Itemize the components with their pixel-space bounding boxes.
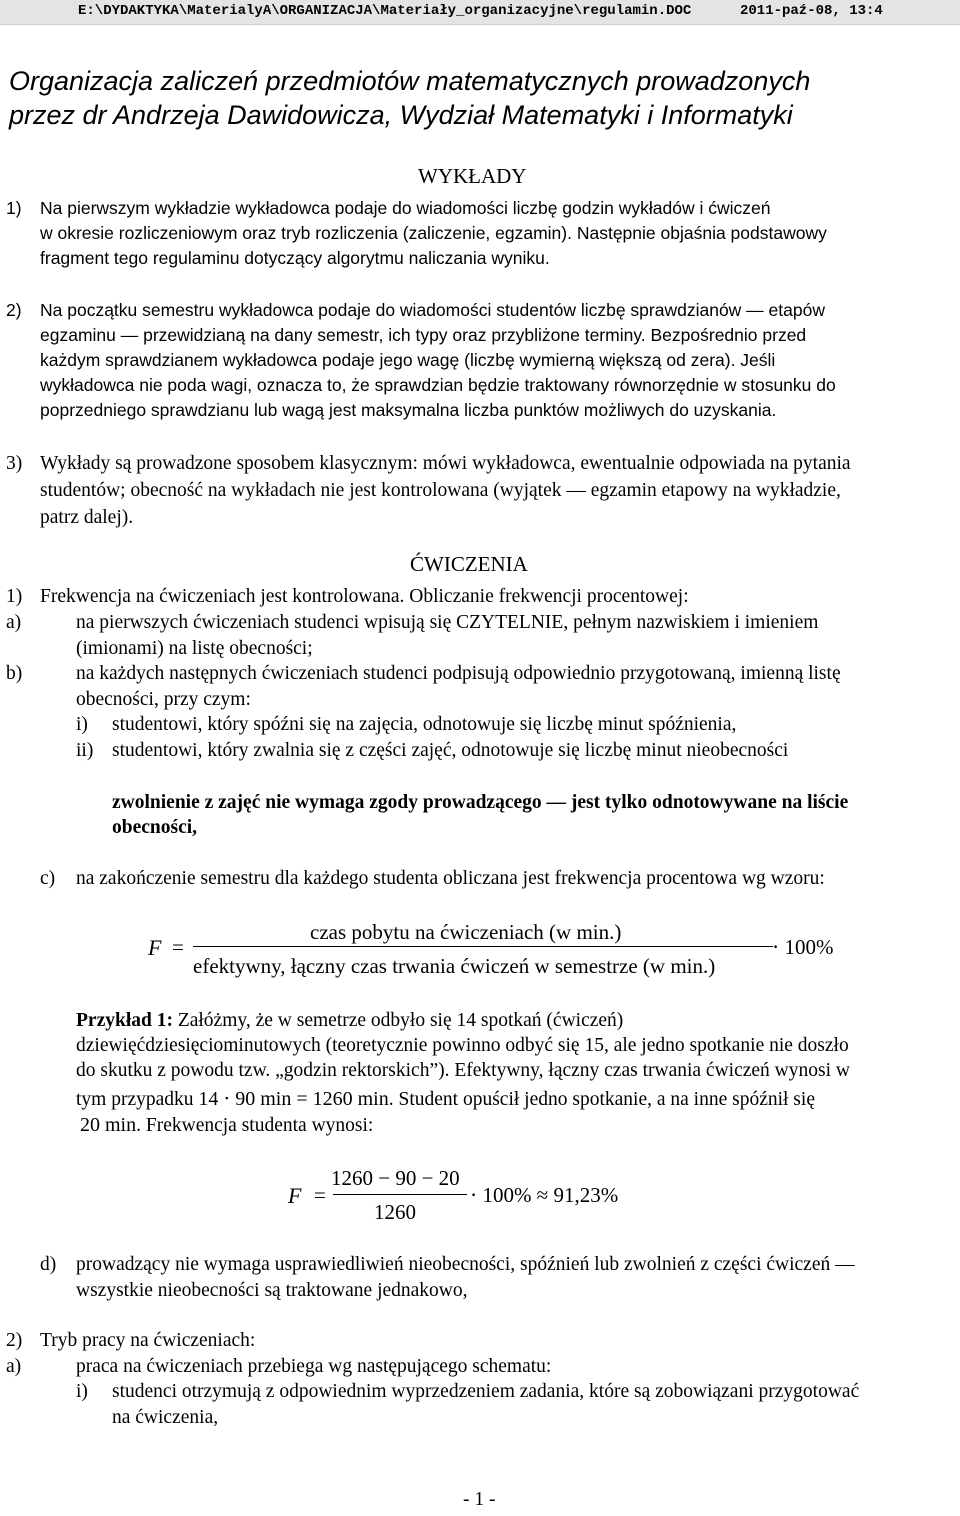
exercises-p1-text: Frekwencja na ćwiczeniach jest kontrolowana. Obliczanie frekwencji procentowej: [40,586,689,607]
exercises-p2ai-line: na ćwiczenia, [112,1407,219,1428]
exercises-c-num: c) [40,868,56,889]
exercises-d-line: wszystkie nieobecności są traktowane jednakowo, [76,1280,468,1301]
exercises-p2a-num: a) [6,1356,22,1377]
formula1-denominator: efektywny, łączny czas trwania ćwiczeń w semestrze (w min.) [193,954,716,978]
formula1-fraction-bar [193,946,773,947]
exercises-bi-text: studentowi, który spóźni się na zajęcia, odnotowuje się liczbę minut spóźnienia, [112,714,737,735]
file-path: E:\DYDAKTYKA\MaterialyA\ORGANIZACJA\Materiały_organizacyjne\regulamin.DOC [78,3,692,19]
lectures-p3-line: patrz dalej). [40,507,134,528]
example-line-4 [76,1086,815,1111]
lectures-p2-line: poprzedniego sprawdzianu lub wagą jest maksymalna liczba punktów możliwych do uzyskania. [40,400,777,420]
exercises-p2ai-num: i) [76,1381,88,1402]
lectures-p2-line: wykładowca nie poda wagi, oznacza to, że sprawdzian będzie traktowany równorzędnie w stosunku do [40,375,836,395]
exercises-p1-num: 1) [6,586,23,607]
exercises-a-line: (imionami) na listę obecności; [76,638,313,659]
exercises-p2a-text: praca na ćwiczeniach przebiega wg następującego schematu: [76,1356,552,1377]
formula1-factor: ⋅ 100% [772,935,834,959]
formula2-denominator: 1260 [374,1200,416,1224]
exercises-d-num: d) [40,1254,57,1275]
exercises-b-line: na każdych następnych ćwiczeniach studenci podpisują odpowiednio przygotowaną, imienną listę [76,663,841,684]
exercises-bi-num: i) [76,714,88,735]
formula1-equals: = [172,935,184,959]
example-line-1-text: Załóżmy, że w semetrze odbyło się 14 spotkań (ćwiczeń) [172,1010,624,1031]
formula2-factor: ⋅ 100% ≈ 91,23% [470,1183,619,1207]
lectures-p3-line: studentów; obecność na wykładach nie jest kontrolowana (wyjątek — egzamin etapowy na wykładzie, [40,480,841,501]
formula2-equals: = [314,1183,326,1207]
formula2-numerator: 1260 − 90 − 20 [331,1166,460,1190]
lectures-p1-num: 1) [6,198,22,218]
example-line-3: do skutku z powodu tzw. „godzin rektorskich”). Efektywny, łączny czas trwania ćwiczeń wynosi w [76,1060,850,1081]
lectures-heading: WYKŁADY [418,164,527,188]
lectures-p1-line: Na pierwszym wykładzie wykładowca podaje do wiadomości liczbę godzin wykładów i ćwiczeń [40,198,771,218]
lectures-p2-num: 2) [6,300,22,320]
exercises-a-line: na pierwszych ćwiczeniach studenci wpisują się CZYTELNIE, pełnym nazwiskiem i imieniem [76,612,819,633]
exercises-b-num: b) [6,663,23,684]
exercises-heading: ĆWICZENIA [410,552,528,576]
example-line-2: dziewięćdziesięciominutowych (teoretycznie powinno odbyć się 15, ale jedno spotkanie nie doszło [76,1035,849,1056]
exercises-c-text: na zakończenie semestru dla każdego studenta obliczana jest frekwencja procentowa wg wzoru: [76,868,825,889]
title-line-2: przez dr Andrzeja Dawidowicza, Wydział Matematyki i Informatyki [9,100,793,130]
example-line-1 [76,1010,623,1032]
example-math-2: 20 min [80,1114,137,1136]
exercises-p2-text: Tryb pracy na ćwiczeniach: [40,1330,256,1351]
example-math-1: 14 ⋅ 90 min = 1260 min [198,1088,389,1110]
lectures-p2-line: egzaminu — przewidzianą na dany semestr, ich typy oraz przybliżone terminy. Bezpośrednio przed [40,325,807,345]
lectures-p1-line: w okresie rozliczeniowym oraz tryb rozliczenia (zaliczenie, egzamin). Następnie objaśnia podstawowy [40,223,827,243]
lectures-p1-line: fragment tego regulaminu dotyczący algorytmu naliczania wyniku. [40,248,550,268]
attendance-note-line: obecności, [112,817,198,838]
example-line-4a: tym przypadku [76,1089,194,1110]
exercises-a-num: a) [6,612,22,633]
exercises-bii-num: ii) [76,740,94,761]
lectures-p2-line: każdym sprawdzianem wykładowca podaje jego wagę (liczbę wymierną większą od zera). Jeśli [40,350,776,370]
page-number: - 1 - [463,1489,496,1510]
title-line-1: Organizacja zaliczeń przedmiotów matematycznych prowadzonych [9,66,811,96]
example-line-5 [80,1114,373,1137]
example-line-5b: . Frekwencja studenta wynosi: [136,1115,374,1136]
lectures-p2-line: Na początku semestru wykładowca podaje do wiadomości studentów liczbę sprawdzianów — etapów [40,300,825,320]
lectures-p3-num: 3) [6,453,23,474]
example-label: Przykład 1: [76,1010,173,1031]
exercises-bii-text: studentowi, który zwalnia się z części zajęć, odnotowuje się liczbę minut nieobecności [112,740,789,761]
exercises-d-line: prowadzący nie wymaga usprawiedliwień nieobecności, spóźnień lub zwolnień z części ćwiczeń — [76,1254,855,1275]
exercises-b-line: obecności, przy czym: [76,689,251,710]
formula1-numerator: czas pobytu na ćwiczeniach (w min.) [310,920,622,944]
file-date: 2011-paź-08, 13:4 [740,3,883,19]
attendance-note-line: zwolnienie z zajęć nie wymaga zgody prowadzącego — jest tylko odnotowywane na liście [112,792,849,813]
example-line-4b: . Student opuścił jedno spotkanie, a na inne spóźnił się [388,1089,815,1110]
formula2-lhs: F [288,1183,302,1208]
formula1-lhs: F [148,935,162,960]
lectures-p3-line: Wykłady są prowadzone sposobem klasycznym: mówi wykładowca, ewentualnie odpowiada na pytania [40,453,851,474]
exercises-p2ai-line: studenci otrzymują z odpowiednim wyprzedzeniem zadania, które są zobowiązani przygotować [112,1381,860,1402]
formula2-fraction-bar [333,1194,467,1195]
exercises-p2-num: 2) [6,1330,23,1351]
